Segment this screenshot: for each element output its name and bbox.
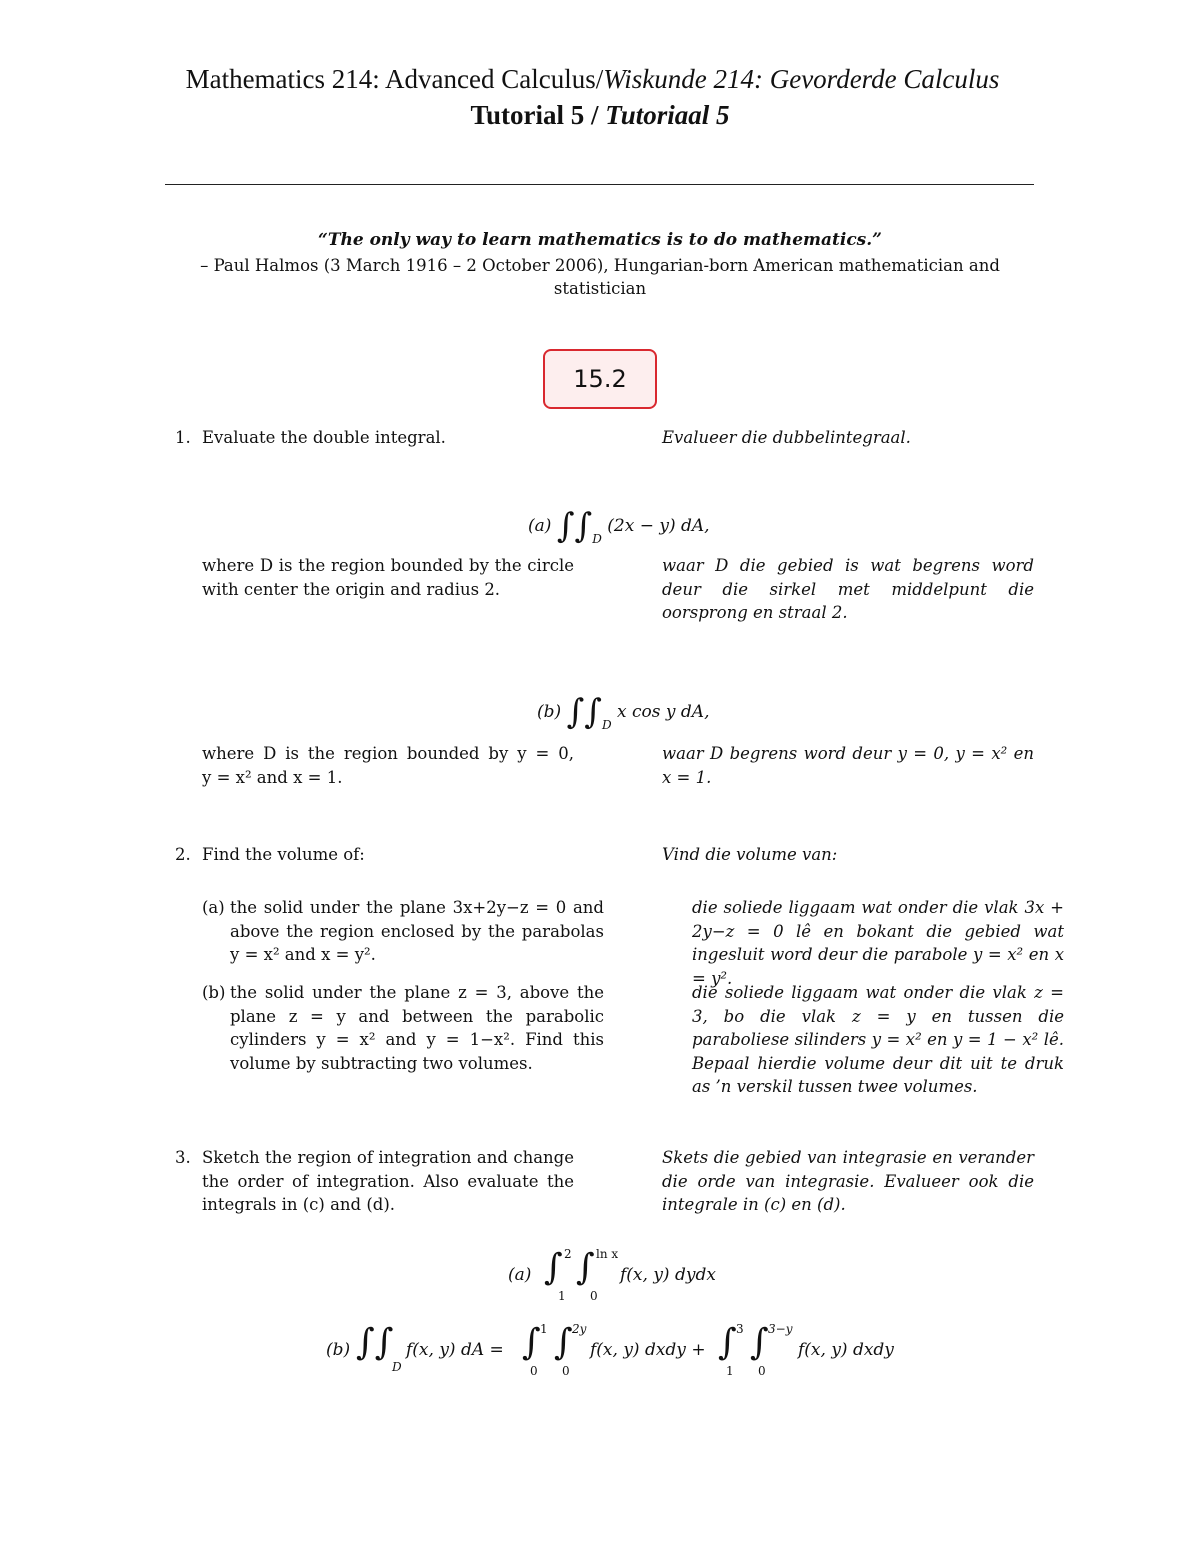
q2-af: Vind die volume van: [662,845,838,864]
q3a-lower-inner: 0 [590,1289,598,1303]
q3-en: Sketch the region of integration and change the order of integration. Also evaluate the integrals in (c) and (d). [202,1148,574,1214]
q3b-lo1: 0 [530,1364,538,1378]
q3-number: 3. [175,1148,191,1167]
q2b-af: die soliede liggaam wat onder die vlak z = 3, bo die vlak z = y en tussen die paraboliese silinders y = x² en y = 1 − x² lê. Bepaal hierdie volume deur dit uit te druk as ’n verskil tussen twee volumes. [692,983,1064,1096]
q1b-af-line2: x = 1. [662,767,712,787]
q3b-up1: 1 [540,1322,548,1336]
q1b-en-line2: y = x² and x = 1. [202,767,343,787]
q3b-lo2: 0 [562,1364,570,1378]
double-integral-symbol: ∫∫ [556,506,593,546]
q2a-af: die soliede liggaam wat onder die vlak 3x + 2y−z = 0 lê en bokant die gebied wat ingesluit word deur die parabole y = x² en x = y². [692,898,1064,988]
q2b-en: the solid under the plane z = 3, above the plane z = y and between the parabolic cylinders y = x² and y = 1−x². Find this volume by subtracting two volumes. [230,983,604,1073]
q1b-en [202,742,574,789]
q3b-end: f(x, y) dxdy [798,1340,894,1360]
quote-text: “The only way to learn mathematics is to do mathematics.” [318,230,882,250]
q2a-en: the solid under the plane 3x+2y−z = 0 and above the region enclosed by the parabolas y = x² and x = y². [230,898,604,964]
q1b-en-line1: where D is the region bounded by y = 0, [202,744,574,763]
tutorial-title [0,100,1200,131]
q1a-en: where D is the region bounded by the circle with center the origin and radius 2. [202,556,574,599]
q2a-label: (a) [202,898,225,917]
integral-symbol: ∫ [576,1247,595,1288]
q3b-up3: 3 [736,1322,744,1336]
q1a-label: (a) [528,516,552,536]
q3b-up4: 3−y [768,1322,793,1336]
q1b-af [662,742,1034,789]
q2b-label: (b) [202,983,226,1002]
double-integral-symbol: ∫∫ [566,692,602,732]
q1b-region-sub: D [602,718,612,732]
q3b-up2: 2y [572,1322,587,1336]
integral-symbol: ∫ [750,1322,769,1363]
title-slash: / [595,64,604,94]
course-title-en: Mathematics 214: Advanced Calculus [185,64,596,94]
q1a-region-sub: D [592,532,602,546]
q3b-formula [326,1320,916,1380]
q1a-af: waar D die gebied is wat begrens word deur die sirkel met middelpunt die oorsprong en straal 2. [662,556,1034,622]
q3b-lo3: 1 [726,1364,734,1378]
q2-en: Find the volume of: [202,845,365,864]
section-badge [543,349,657,409]
quote-attribution: – Paul Halmos (3 March 1916 – 2 October 2006), Hungarian-born American mathematician and statistician [200,256,1000,298]
q3a-label: (a) [508,1265,532,1285]
q1a-integrand: (2x − y) dA, [607,516,710,536]
course-title-af: Wiskunde 214: Gevorderde Calculus [603,64,1000,94]
q3a-formula [508,1245,748,1305]
q1b-af-line1: waar D begrens word deur y = 0, y = x² en [662,744,1034,763]
q3b-lo4: 0 [758,1364,766,1378]
q1a-formula [528,500,710,546]
integral-symbol: ∫ [544,1247,563,1288]
tutorial-title-en: Tutorial 5 [470,100,585,130]
q3a-integrand: f(x, y) dydx [620,1265,716,1285]
integral-symbol: ∫ [718,1322,737,1363]
integral-symbol: ∫ [554,1322,573,1363]
q2-number: 2. [175,845,191,864]
q3b-mid: f(x, y) dxdy + [590,1340,706,1360]
double-integral-symbol: ∫∫ [356,1322,394,1363]
q1-af: Evalueer die dubbelintegraal. [662,428,911,447]
header-divider [165,184,1034,185]
q3a-lower-outer: 1 [558,1289,566,1303]
q3b-label: (b) [326,1340,351,1360]
tutorial-slash: / [590,100,599,130]
q1b-label: (b) [537,702,562,722]
course-title [0,64,1185,95]
q1-number: 1. [175,428,191,447]
section-label: 15.2 [573,365,627,393]
q3a-upper-inner: ln x [596,1247,619,1261]
q3b-region-sub: D [392,1360,402,1374]
tutorial-title-af: Tutoriaal 5 [605,100,730,130]
q3a-upper-outer: 2 [564,1247,572,1261]
q1b-integrand: x cos y dA, [617,702,710,722]
q1b-formula [537,686,710,732]
q3-af: Skets die gebied van integrasie en verander die orde van integrasie. Evalueer ook die integrale in (c) en (d). [662,1148,1034,1214]
q1-en: Evaluate the double integral. [202,428,446,447]
integral-symbol: ∫ [522,1322,541,1363]
q3b-lhs: f(x, y) dA = [406,1340,504,1360]
